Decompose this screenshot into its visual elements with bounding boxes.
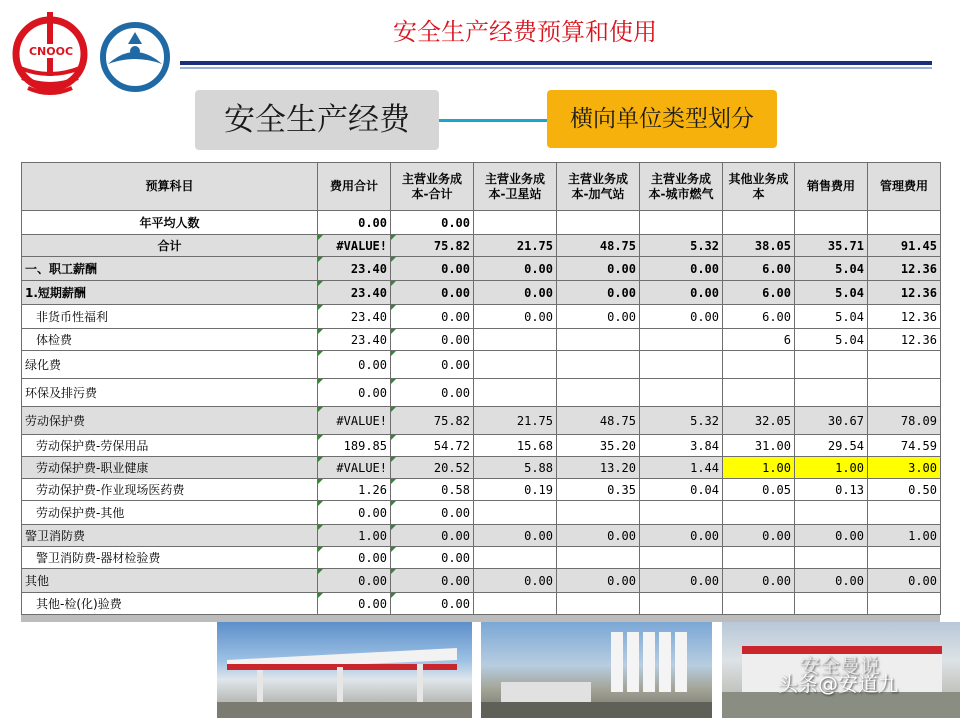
value-cell[interactable]: 75.82	[391, 235, 474, 257]
table-header-row	[22, 163, 941, 211]
value-cell[interactable]	[795, 351, 868, 379]
value-cell[interactable]: 0.00	[391, 329, 474, 351]
row-label-cell[interactable]: 非货币性福利	[22, 305, 318, 329]
value-cell[interactable]: 0.00	[474, 305, 557, 329]
value-cell[interactable]: 21.75	[474, 407, 557, 435]
value-cell[interactable]: 54.72	[391, 435, 474, 457]
gas-station-photo	[217, 622, 472, 718]
table-row	[22, 351, 941, 379]
value-cell[interactable]: 5.04	[795, 329, 868, 351]
value-cell[interactable]	[795, 593, 868, 615]
value-cell[interactable]	[795, 379, 868, 407]
value-cell[interactable]: #VALUE!	[318, 457, 391, 479]
value-cell[interactable]	[723, 211, 795, 235]
table-row	[22, 235, 941, 257]
column-header: 主营业务成本-城市燃气	[640, 163, 723, 211]
value-cell[interactable]: 6.00	[723, 281, 795, 305]
watermark-line-1: 安全曼说	[800, 654, 880, 678]
value-cell[interactable]: 0.00	[391, 211, 474, 235]
table-row	[22, 569, 941, 593]
row-label-cell[interactable]: 1.短期薪酬	[22, 281, 318, 305]
table-row	[22, 479, 941, 501]
row-label-cell[interactable]: 劳动保护费	[22, 407, 318, 435]
value-cell[interactable]	[640, 547, 723, 569]
table-row	[22, 547, 941, 569]
value-cell[interactable]: 32.05	[723, 407, 795, 435]
value-cell[interactable]: 0.58	[391, 479, 474, 501]
value-cell[interactable]	[723, 501, 795, 525]
row-label-cell[interactable]: 警卫消防费	[22, 525, 318, 547]
cnooc-logo-text: CNOOC	[28, 45, 74, 58]
value-cell[interactable]: 0.35	[557, 479, 640, 501]
value-cell[interactable]: 31.00	[723, 435, 795, 457]
row-label-cell[interactable]: 体检费	[22, 329, 318, 351]
column-header: 其他业务成本	[723, 163, 795, 211]
column-header: 销售费用	[795, 163, 868, 211]
value-cell[interactable]: 0.00	[557, 569, 640, 593]
value-cell[interactable]	[557, 211, 640, 235]
value-cell[interactable]	[868, 379, 941, 407]
value-cell[interactable]: 30.67	[795, 407, 868, 435]
lng-station-photo	[481, 622, 712, 718]
table-row	[22, 281, 941, 305]
budget-table	[21, 162, 940, 622]
value-cell[interactable]: 1.44	[640, 457, 723, 479]
value-cell[interactable]: 0.13	[795, 479, 868, 501]
value-cell[interactable]	[474, 329, 557, 351]
value-cell[interactable]: 0.00	[795, 525, 868, 547]
value-cell[interactable]	[474, 211, 557, 235]
value-cell[interactable]: 6.00	[723, 257, 795, 281]
column-header: 预算科目	[22, 163, 318, 211]
value-cell[interactable]: 12.36	[868, 281, 941, 305]
row-label-cell[interactable]: 合计	[22, 235, 318, 257]
row-label-cell[interactable]: 警卫消防费-器材检验费	[22, 547, 318, 569]
value-cell[interactable]: 1.00	[318, 525, 391, 547]
value-cell[interactable]: 0.00	[391, 525, 474, 547]
value-cell[interactable]	[868, 211, 941, 235]
value-cell[interactable]: 38.05	[723, 235, 795, 257]
value-cell[interactable]: 12.36	[868, 329, 941, 351]
value-cell[interactable]	[868, 351, 941, 379]
value-cell[interactable]: 3.00	[868, 457, 941, 479]
column-header: 管理费用	[868, 163, 941, 211]
value-cell[interactable]: 1.26	[318, 479, 391, 501]
value-cell[interactable]: 0.00	[391, 305, 474, 329]
column-header: 主营业务成本-加气站	[557, 163, 640, 211]
value-cell[interactable]	[640, 351, 723, 379]
value-cell[interactable]	[640, 329, 723, 351]
value-cell[interactable]: 91.45	[868, 235, 941, 257]
value-cell[interactable]	[474, 379, 557, 407]
value-cell[interactable]: 1.00	[795, 457, 868, 479]
value-cell[interactable]	[557, 379, 640, 407]
value-cell[interactable]: #VALUE!	[318, 407, 391, 435]
column-header: 费用合计	[318, 163, 391, 211]
table-row	[22, 435, 941, 457]
value-cell[interactable]: 13.20	[557, 457, 640, 479]
row-label-cell[interactable]: 其他-检(化)验费	[22, 593, 318, 615]
column-header: 主营业务成本-合计	[391, 163, 474, 211]
value-cell[interactable]: 5.04	[795, 257, 868, 281]
table-row	[22, 329, 941, 351]
value-cell[interactable]: 0.00	[318, 351, 391, 379]
table-row	[22, 305, 941, 329]
value-cell[interactable]: 12.36	[868, 257, 941, 281]
value-cell[interactable]: 48.75	[557, 235, 640, 257]
value-cell[interactable]: 23.40	[318, 281, 391, 305]
value-cell[interactable]: 23.40	[318, 305, 391, 329]
row-label-cell[interactable]: 劳动保护费-劳保用品	[22, 435, 318, 457]
value-cell[interactable]: 189.85	[318, 435, 391, 457]
value-cell[interactable]	[868, 501, 941, 525]
value-cell[interactable]: 75.82	[391, 407, 474, 435]
table-row	[22, 407, 941, 435]
value-cell[interactable]	[640, 501, 723, 525]
value-cell[interactable]: 0.00	[557, 525, 640, 547]
value-cell[interactable]: 5.04	[795, 305, 868, 329]
value-cell[interactable]	[557, 351, 640, 379]
row-label-cell[interactable]: 绿化费	[22, 351, 318, 379]
value-cell[interactable]: 0.19	[474, 479, 557, 501]
value-cell[interactable]	[723, 547, 795, 569]
value-cell[interactable]: 0.00	[640, 525, 723, 547]
value-cell[interactable]	[557, 593, 640, 615]
value-cell[interactable]	[474, 351, 557, 379]
value-cell[interactable]: 0.00	[640, 305, 723, 329]
value-cell[interactable]: 0.00	[474, 569, 557, 593]
value-cell[interactable]: 78.09	[868, 407, 941, 435]
value-cell[interactable]	[640, 211, 723, 235]
value-cell[interactable]: 29.54	[795, 435, 868, 457]
value-cell[interactable]: 0.00	[318, 501, 391, 525]
table-row	[22, 211, 941, 235]
value-cell[interactable]: 0.00	[557, 257, 640, 281]
category-box-safety-fund: 安全生产经费	[195, 90, 439, 150]
value-cell[interactable]	[557, 329, 640, 351]
value-cell[interactable]: 0.00	[723, 525, 795, 547]
value-cell[interactable]: 23.40	[318, 257, 391, 281]
value-cell[interactable]: 0.00	[391, 593, 474, 615]
value-cell[interactable]: 0.00	[391, 379, 474, 407]
value-cell[interactable]: 6	[723, 329, 795, 351]
value-cell[interactable]: 0.00	[474, 281, 557, 305]
value-cell[interactable]: 74.59	[868, 435, 941, 457]
value-cell[interactable]: 0.00	[640, 569, 723, 593]
value-cell[interactable]: 0.00	[318, 593, 391, 615]
value-cell[interactable]	[557, 501, 640, 525]
value-cell[interactable]: 20.52	[391, 457, 474, 479]
column-header: 主营业务成本-卫星站	[474, 163, 557, 211]
value-cell[interactable]: 21.75	[474, 235, 557, 257]
row-label-cell[interactable]: 其他	[22, 569, 318, 593]
value-cell[interactable]: 0.00	[391, 281, 474, 305]
row-label-cell[interactable]: 劳动保护费-作业现场医药费	[22, 479, 318, 501]
value-cell[interactable]: 0.00	[474, 525, 557, 547]
value-cell[interactable]: 0.00	[318, 569, 391, 593]
value-cell[interactable]: 35.20	[557, 435, 640, 457]
value-cell[interactable]: 0.00	[391, 547, 474, 569]
value-cell[interactable]: 0.00	[391, 501, 474, 525]
value-cell[interactable]	[474, 593, 557, 615]
value-cell[interactable]: 6.00	[723, 305, 795, 329]
value-cell[interactable]: 0.00	[795, 569, 868, 593]
value-cell[interactable]: 15.68	[474, 435, 557, 457]
page-title: 安全生产经费预算和使用	[393, 18, 657, 46]
value-cell[interactable]: 1.00	[723, 457, 795, 479]
connector-line	[439, 119, 547, 122]
table-row	[22, 525, 941, 547]
table-row	[22, 501, 941, 525]
value-cell[interactable]: 5.32	[640, 235, 723, 257]
value-cell[interactable]: 0.00	[391, 257, 474, 281]
row-label-cell[interactable]: 一、职工薪酬	[22, 257, 318, 281]
value-cell[interactable]: 0.00	[640, 281, 723, 305]
value-cell[interactable]	[640, 379, 723, 407]
value-cell[interactable]: 23.40	[318, 329, 391, 351]
value-cell[interactable]	[868, 593, 941, 615]
value-cell[interactable]: 0.04	[640, 479, 723, 501]
value-cell[interactable]: 0.00	[318, 211, 391, 235]
value-cell[interactable]: 0.00	[868, 569, 941, 593]
value-cell[interactable]: 5.04	[795, 281, 868, 305]
value-cell[interactable]: 0.00	[391, 569, 474, 593]
value-cell[interactable]: 0.00	[474, 257, 557, 281]
company-emblem-icon	[98, 20, 172, 94]
value-cell[interactable]: 5.88	[474, 457, 557, 479]
value-cell[interactable]: #VALUE!	[318, 235, 391, 257]
value-cell[interactable]: 0.00	[391, 351, 474, 379]
value-cell[interactable]: 0.05	[723, 479, 795, 501]
value-cell[interactable]	[474, 547, 557, 569]
watermark-line-2: 头条@安道九	[778, 672, 898, 696]
table-row	[22, 593, 941, 615]
value-cell[interactable]: 0.00	[557, 281, 640, 305]
value-cell[interactable]: 0.00	[557, 305, 640, 329]
row-label-cell[interactable]: 劳动保护费-职业健康	[22, 457, 318, 479]
value-cell[interactable]	[640, 593, 723, 615]
value-cell[interactable]: 3.84	[640, 435, 723, 457]
value-cell[interactable]: 1.00	[868, 525, 941, 547]
value-cell[interactable]: 5.32	[640, 407, 723, 435]
value-cell[interactable]: 0.50	[868, 479, 941, 501]
budget-table-grid	[21, 162, 941, 615]
value-cell[interactable]	[795, 547, 868, 569]
header-divider	[180, 61, 932, 65]
value-cell[interactable]: 12.36	[868, 305, 941, 329]
value-cell[interactable]: 0.00	[318, 379, 391, 407]
value-cell[interactable]	[557, 547, 640, 569]
table-row	[22, 257, 941, 281]
value-cell[interactable]	[474, 501, 557, 525]
value-cell[interactable]: 35.71	[795, 235, 868, 257]
value-cell[interactable]	[868, 547, 941, 569]
value-cell[interactable]: 0.00	[723, 569, 795, 593]
row-label-cell[interactable]: 劳动保护费-其他	[22, 501, 318, 525]
header-divider-light	[180, 67, 932, 69]
value-cell[interactable]	[723, 379, 795, 407]
row-label-cell[interactable]: 环保及排污费	[22, 379, 318, 407]
row-label-cell[interactable]: 年平均人数	[22, 211, 318, 235]
value-cell[interactable]: 0.00	[640, 257, 723, 281]
table-row	[22, 379, 941, 407]
value-cell[interactable]	[795, 501, 868, 525]
value-cell[interactable]: 0.00	[318, 547, 391, 569]
value-cell[interactable]	[795, 211, 868, 235]
value-cell[interactable]: 48.75	[557, 407, 640, 435]
category-box-unit-type: 横向单位类型划分	[547, 90, 777, 148]
cnooc-logo-icon	[12, 6, 90, 104]
value-cell[interactable]	[723, 593, 795, 615]
table-row	[22, 457, 941, 479]
value-cell[interactable]	[723, 351, 795, 379]
